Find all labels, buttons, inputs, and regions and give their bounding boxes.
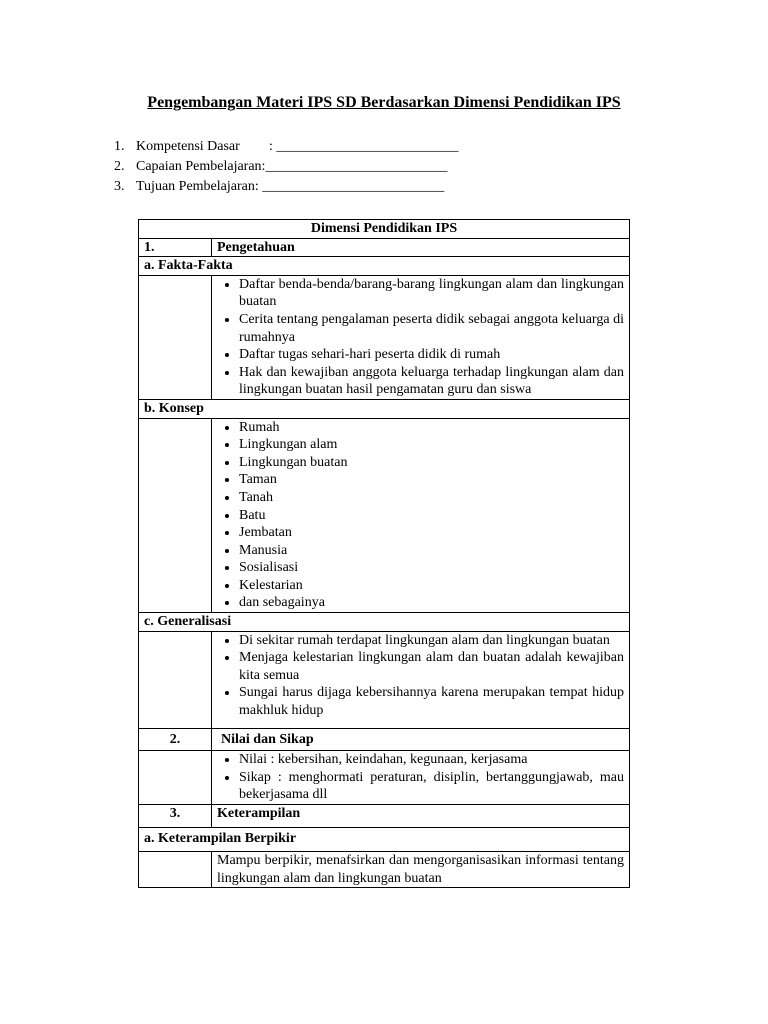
section-label: Pengetahuan — [212, 238, 630, 257]
list-item: • Tanah — [239, 489, 624, 507]
field-blank: : __________________________ — [254, 179, 445, 194]
section-label: Keterampilan — [212, 805, 630, 828]
list-item: • Sikap : menghormati peraturan, disiplin, bertanggungjawab, mau bekerjasama dll — [239, 769, 624, 804]
list-item: • Rumah — [239, 419, 624, 437]
section-number: 2. — [139, 728, 212, 751]
section-number: 3. — [139, 805, 212, 828]
empty-cell — [139, 631, 212, 728]
subsection-label: c. Generalisasi — [139, 613, 630, 632]
empty-cell — [139, 751, 212, 805]
field-tujuan-pembelajaran — [114, 177, 458, 197]
fields-list — [114, 137, 458, 197]
empty-cell — [139, 418, 212, 613]
empty-cell — [139, 275, 212, 399]
content-row — [139, 852, 630, 888]
subsection-row — [139, 827, 630, 852]
content-cell — [212, 418, 630, 613]
content-row — [139, 751, 630, 805]
list-item: • Sosialisasi — [239, 559, 624, 577]
subsection-row — [139, 257, 630, 276]
page-title: Pengembangan Materi IPS SD Berdasarkan Dimensi Pendidikan IPS — [147, 94, 621, 111]
subsection-label: a. Keterampilan Berpikir — [139, 827, 630, 852]
list-item: • Batu — [239, 507, 624, 525]
field-number: 2. — [114, 159, 125, 174]
empty-cell — [139, 852, 212, 888]
field-label: Tujuan Pembelajaran — [136, 179, 255, 194]
list-item: • Di sekitar rumah terdapat lingkungan alam dan lingkungan buatan — [239, 632, 624, 650]
list-item: • Taman — [239, 471, 624, 489]
content-row — [139, 275, 630, 399]
content-cell: Mampu berpikir, menafsirkan dan mengorganisasikan informasi tentang lingkungan alam dan lingkungan buatan — [212, 852, 630, 888]
list-item: • Daftar benda-benda/barang-barang lingkungan alam dan lingkungan buatan — [239, 276, 624, 311]
subsection-row — [139, 399, 630, 418]
field-label: Kompetensi Dasar — [136, 139, 240, 154]
field-number: 3. — [114, 179, 125, 194]
bullet-list — [217, 419, 624, 613]
content-cell — [212, 751, 630, 805]
table-header-row — [139, 220, 630, 239]
section-row — [139, 805, 630, 828]
list-item: • Kelestarian — [239, 577, 624, 595]
list-item: • Hak dan kewajiban anggota keluarga terhadap lingkungan alam dan lingkungan buatan hasil pengamatan guru dan siswa — [239, 364, 624, 399]
list-item: • Lingkungan buatan — [239, 454, 624, 472]
subsection-label: b. Konsep — [139, 399, 630, 418]
field-capaian-pembelajaran — [114, 157, 458, 177]
list-item: • Lingkungan alam — [239, 436, 624, 454]
field-blank: : __________________________ — [269, 139, 459, 154]
subsection-label: a. Fakta-Fakta — [139, 257, 630, 276]
content-cell — [212, 631, 630, 728]
list-item: • Menjaga kelestarian lingkungan alam dan buatan adalah kewajiban kita semua — [239, 649, 624, 684]
table-header: Dimensi Pendidikan IPS — [139, 220, 630, 239]
list-item: • Sungai harus dijaga kebersihannya karena merupakan tempat hidup makhluk hidup — [239, 684, 624, 719]
bullet-list — [217, 632, 624, 720]
field-kompetensi-dasar — [114, 137, 458, 157]
subsection-row — [139, 613, 630, 632]
list-item: • Cerita tentang pengalaman peserta didik sebagai anggota keluarga di rumahnya — [239, 311, 624, 346]
list-item: • Manusia — [239, 542, 624, 560]
bullet-list — [217, 276, 624, 399]
section-row — [139, 728, 630, 751]
content-row — [139, 418, 630, 613]
dimensi-table — [138, 219, 630, 888]
content-row — [139, 631, 630, 728]
field-label: Capaian Pembelajaran: — [136, 159, 266, 174]
field-number: 1. — [114, 139, 125, 154]
list-item: • Nilai : kebersihan, keindahan, kegunaan, kerjasama — [239, 751, 624, 769]
field-blank: __________________________ — [265, 159, 448, 174]
content-cell — [212, 275, 630, 399]
list-item: • dan sebagainya — [239, 594, 624, 612]
list-item: • Jembatan — [239, 524, 624, 542]
section-row — [139, 238, 630, 257]
section-number: 1. — [139, 238, 212, 257]
bullet-list — [217, 751, 624, 804]
section-label: Nilai dan Sikap — [212, 728, 630, 751]
list-item: • Daftar tugas sehari-hari peserta didik di rumah — [239, 346, 624, 364]
